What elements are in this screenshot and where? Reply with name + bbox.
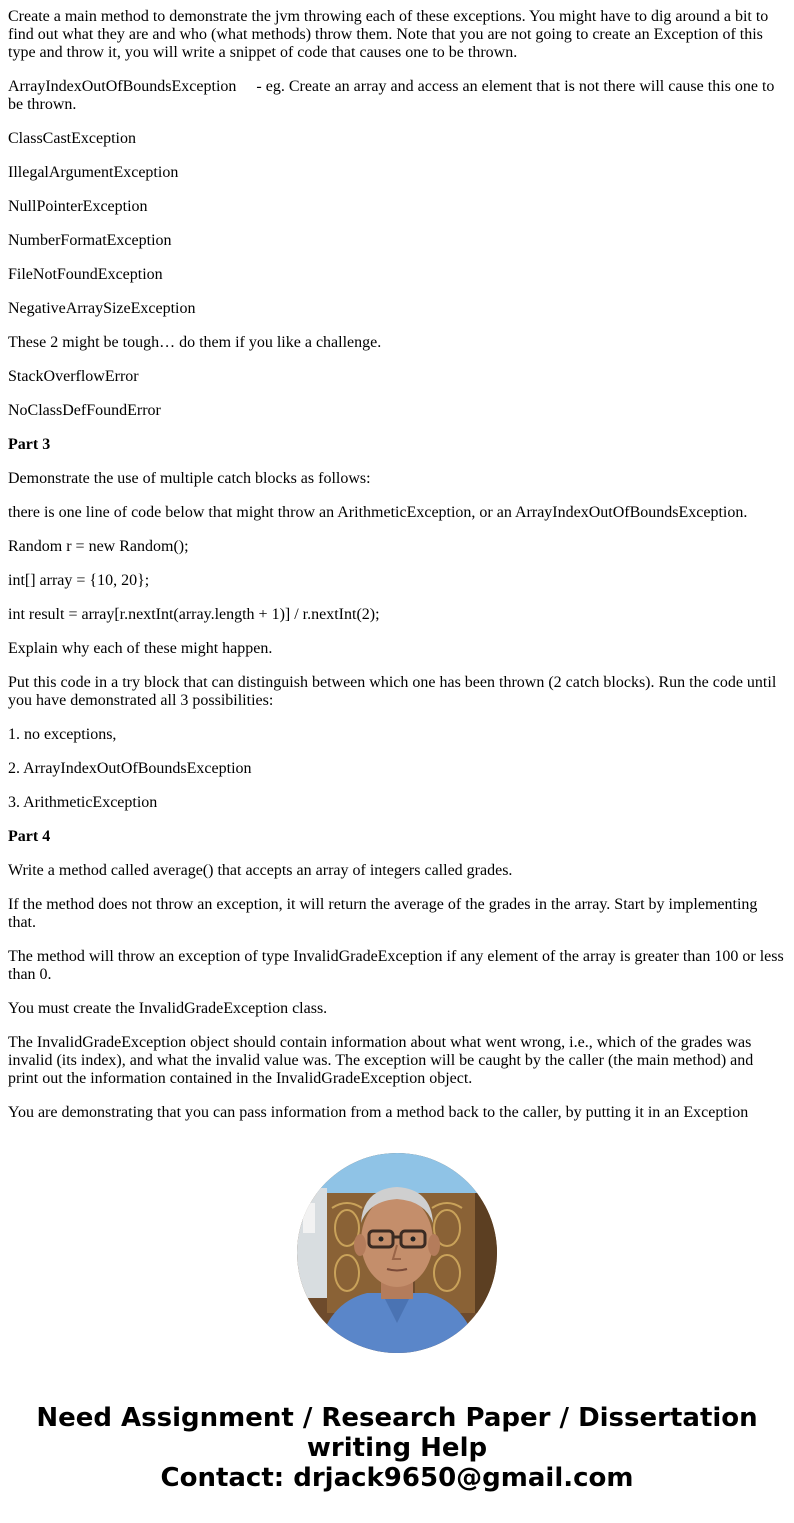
paragraph: The method will throw an exception of type InvalidGradeException if any element of the array is greater than 100 or less than 0. <box>8 948 788 983</box>
paragraph: These 2 might be tough… do them if you like a challenge. <box>8 334 382 351</box>
person-photo-icon <box>297 1153 497 1353</box>
paragraph: FileNotFoundException <box>8 266 163 283</box>
paragraph: Demonstrate the use of multiple catch blocks as follows: <box>8 470 371 487</box>
paragraph: NumberFormatException <box>8 232 172 249</box>
footer-contact-line: Contact: drjack9650@gmail.com <box>160 1463 634 1493</box>
paragraph: NegativeArraySizeException <box>8 300 196 317</box>
paragraph: You are demonstrating that you can pass information from a method back to the caller, by putting it in an Exception <box>8 1104 749 1121</box>
paragraph: If the method does not throw an exception, it will return the average of the grades in the array. Start by implementing that. <box>8 896 762 931</box>
paragraph: NullPointerException <box>8 198 148 215</box>
paragraph: You must create the InvalidGradeException class. <box>8 1000 328 1017</box>
footer-banner <box>0 1403 794 1493</box>
paragraph: there is one line of code below that might throw an ArithmeticException, or an ArrayIndexOutOfBoundsException. <box>8 504 748 521</box>
author-avatar <box>297 1153 497 1353</box>
paragraph: IllegalArgumentException <box>8 164 179 181</box>
paragraph: 1. no exceptions, <box>8 726 117 743</box>
paragraph: Write a method called average() that accepts an array of integers called grades. <box>8 862 513 879</box>
paragraph: Random r = new Random(); <box>8 538 189 555</box>
paragraph: ArrayIndexOutOfBoundsException - eg. Create an array and access an element that is not there will cause this one to be thrown. <box>8 78 779 113</box>
paragraph: The InvalidGradeException object should contain information about what went wrong, i.e., which of the grades was invalid (its index), and what the invalid value was. The exception will be caught by the caller (the main method) and print out the information contained in the InvalidGradeException object. <box>8 1034 758 1087</box>
section-heading: Part 4 <box>8 828 51 845</box>
paragraph: 2. ArrayIndexOutOfBoundsException <box>8 760 252 777</box>
section-heading: Part 3 <box>8 436 51 453</box>
paragraph: Put this code in a try block that can distinguish between which one has been thrown (2 catch blocks). Run the code until you have demonstrated all 3 possibilities: <box>8 674 781 709</box>
paragraph: Explain why each of these might happen. <box>8 640 273 657</box>
footer-line-2: writing Help <box>306 1433 488 1463</box>
paragraph: int result = array[r.nextInt(array.length + 1)] / r.nextInt(2); <box>8 606 380 623</box>
assignment-text <box>8 8 786 1138</box>
paragraph: Create a main method to demonstrate the jvm throwing each of these exceptions. You might have to dig around a bit to find out what they are and who (what methods) throw them. Note that you are not going to create an Exception of this type and throw it, you will write a snippet of code that causes one to be thrown. <box>8 8 773 61</box>
paragraph: 3. ArithmeticException <box>8 794 158 811</box>
paragraph: StackOverflowError <box>8 368 139 385</box>
footer-line-1: Need Assignment / Research Paper / Dissertation <box>36 1403 758 1433</box>
paragraph: ClassCastException <box>8 130 136 147</box>
paragraph: NoClassDefFoundError <box>8 402 161 419</box>
paragraph: int[] array = {10, 20}; <box>8 572 150 589</box>
